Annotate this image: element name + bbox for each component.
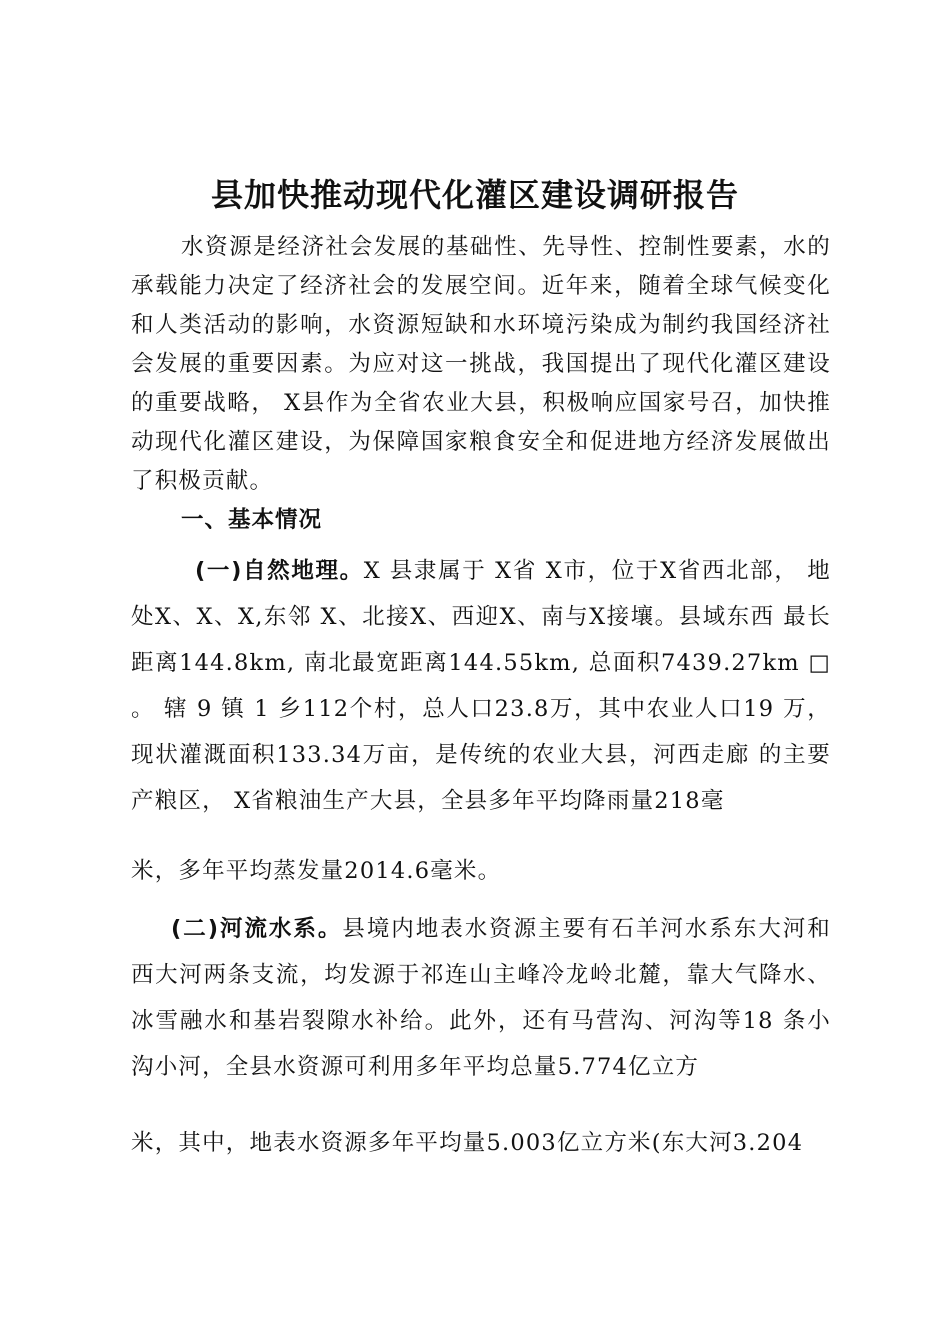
paragraph-natural-geography <box>131 548 831 824</box>
section-heading-basic-situation: 一、基本情况 <box>181 507 323 533</box>
paragraph-river-system <box>131 906 831 1090</box>
intro-paragraph: 水资源是经济社会发展的基础性、先导性、控制性要素，水的承载能力决定了经济社会的发展空间。近年来，随着全球气候变化和人类活动的影响，水资源短缺和水环境污染成为制约我国经济社会发展的重要因素。为应对这一挑战，我国提出了现代化灌区建设的重要战略， X县作为全省农业大县，积极响应国家号召，加快推动现代化灌区建设，为保障国家粮食安全和促进地方经济发展做出了积极贡献。 <box>131 234 831 494</box>
document-title: 县加快推动现代化灌区建设调研报告 <box>210 176 739 214</box>
paragraph-lead-natural-geography: (一)自然地理。 <box>195 558 364 584</box>
paragraph-text-river-system: 县境内地表水资源主要有石羊河水系东大河和西大河两条支流，均发源于祁连山主峰冷龙岭北麓，靠大气降水、冰雪融水和基岩裂隙水补给。此外，还有马营沟、河沟等18 条小沟小河，全县水资源可利用多年平均总量5.774亿立方 <box>131 916 831 1080</box>
paragraph-text-natural-geography: X 县隶属于 X省 X市，位于X省西北部， 地处X、X、X,东邻 X、北接X、西迎X、南与X接壤。县域东西 最长距离144.8km, 南北最宽距离144.55km, 总面积7439.27km □ 。 辖 9 镇 1 乡112个村，总人口23.8万，其中农业人口19 万，现状灌溉面积133.34万亩，是传统的农业大县，河西走廊 的主要产粮区， X省粮油生产大县，全县多年平均降雨量218毫 <box>131 558 831 814</box>
paragraph-river-system-continued: 米，其中，地表水资源多年平均量5.003亿立方米(东大河3.204 <box>131 1130 804 1156</box>
paragraph-natural-geography-continued: 米，多年平均蒸发量2014.6毫米。 <box>131 858 502 884</box>
paragraph-lead-river-system: (二)河流水系。 <box>171 916 343 942</box>
